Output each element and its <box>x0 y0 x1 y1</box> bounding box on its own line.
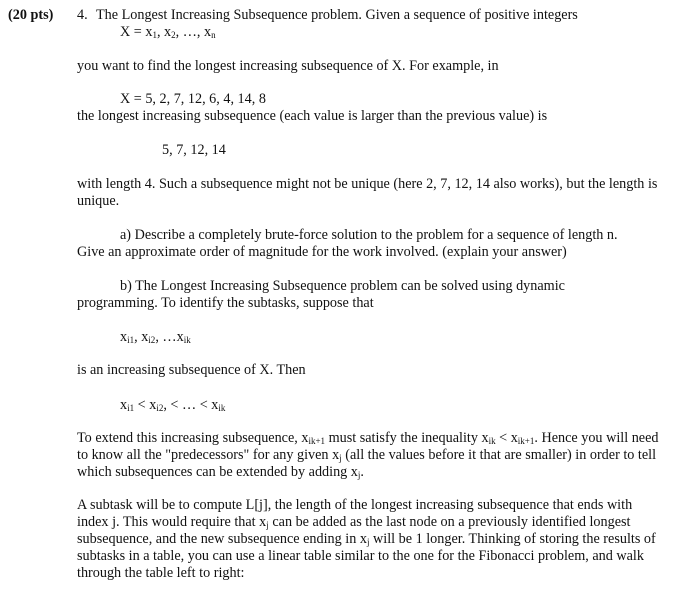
example-result: 5, 7, 12, 14 <box>162 142 226 158</box>
find-text: you want to find the longest increasing subsequence of X. For example, in <box>77 58 499 74</box>
problem-intro: The Longest Increasing Subsequence problem. Given a sequence of positive integers <box>96 7 578 23</box>
example-sequence: X = 5, 2, 7, 12, 6, 4, 14, 8 <box>120 91 266 107</box>
extend-paragraph: To extend this increasing subsequence, $x_{ik+1}$ must satisfy the inequality $x_{ik} < x_{ik+1}$. Hence you will need to know all the "predecessors" for any given $x_j$ (all the values before it that are smaller) in order to tell which subsequences can be extended by adding $x_j$. <box>77 430 659 480</box>
part-a-line-1: a) Describe a completely brute-force solution to the problem for a sequence of length n. <box>120 227 618 243</box>
example-intro: the longest increasing subsequence (each value is larger than the previous value) is <box>77 108 548 124</box>
part-b-line-2: programming. To identify the subtasks, suppose that <box>77 295 374 311</box>
uniqueness-paragraph: with length 4. Such a subsequence might not be unique (here 2, 7, 12, 14 also works), but the length is unique. <box>77 176 658 209</box>
problem-number: 4. <box>77 7 88 23</box>
part-b-line-1: b) The Longest Increasing Subsequence problem can be solved using dynamic <box>120 278 565 294</box>
points-label: (20 pts) <box>8 7 54 23</box>
sequence-definition: $X = x_1$, $x_2$, …, $x_n$ <box>120 24 216 40</box>
is-increasing-text: is an increasing subsequence of X. Then <box>77 362 306 378</box>
subtask-paragraph: A subtask will be to compute L[j], the length of the longest increasing subsequence that ends with index j. This would require that $x_j$ can be added as the last node on a previously identified longest subsequence, and the new subsequence ending in $x_j$ will be 1 longer. Thinking of storing the results of subtasks in a table, you can use a linear table similar to the one for the Fibonacci problem, and walk through the table left to right: <box>77 497 656 581</box>
inequality-notation: $x_{i1} < x_{i2}$, < … < $x_{ik}$ <box>120 397 226 413</box>
part-a-line-2: Give an approximate order of magnitude for the work involved. (explain your answer) <box>77 244 567 260</box>
subsequence-notation: $x_{i1}$, $x_{i2}$, $\dots x_{ik}$ <box>120 329 191 345</box>
